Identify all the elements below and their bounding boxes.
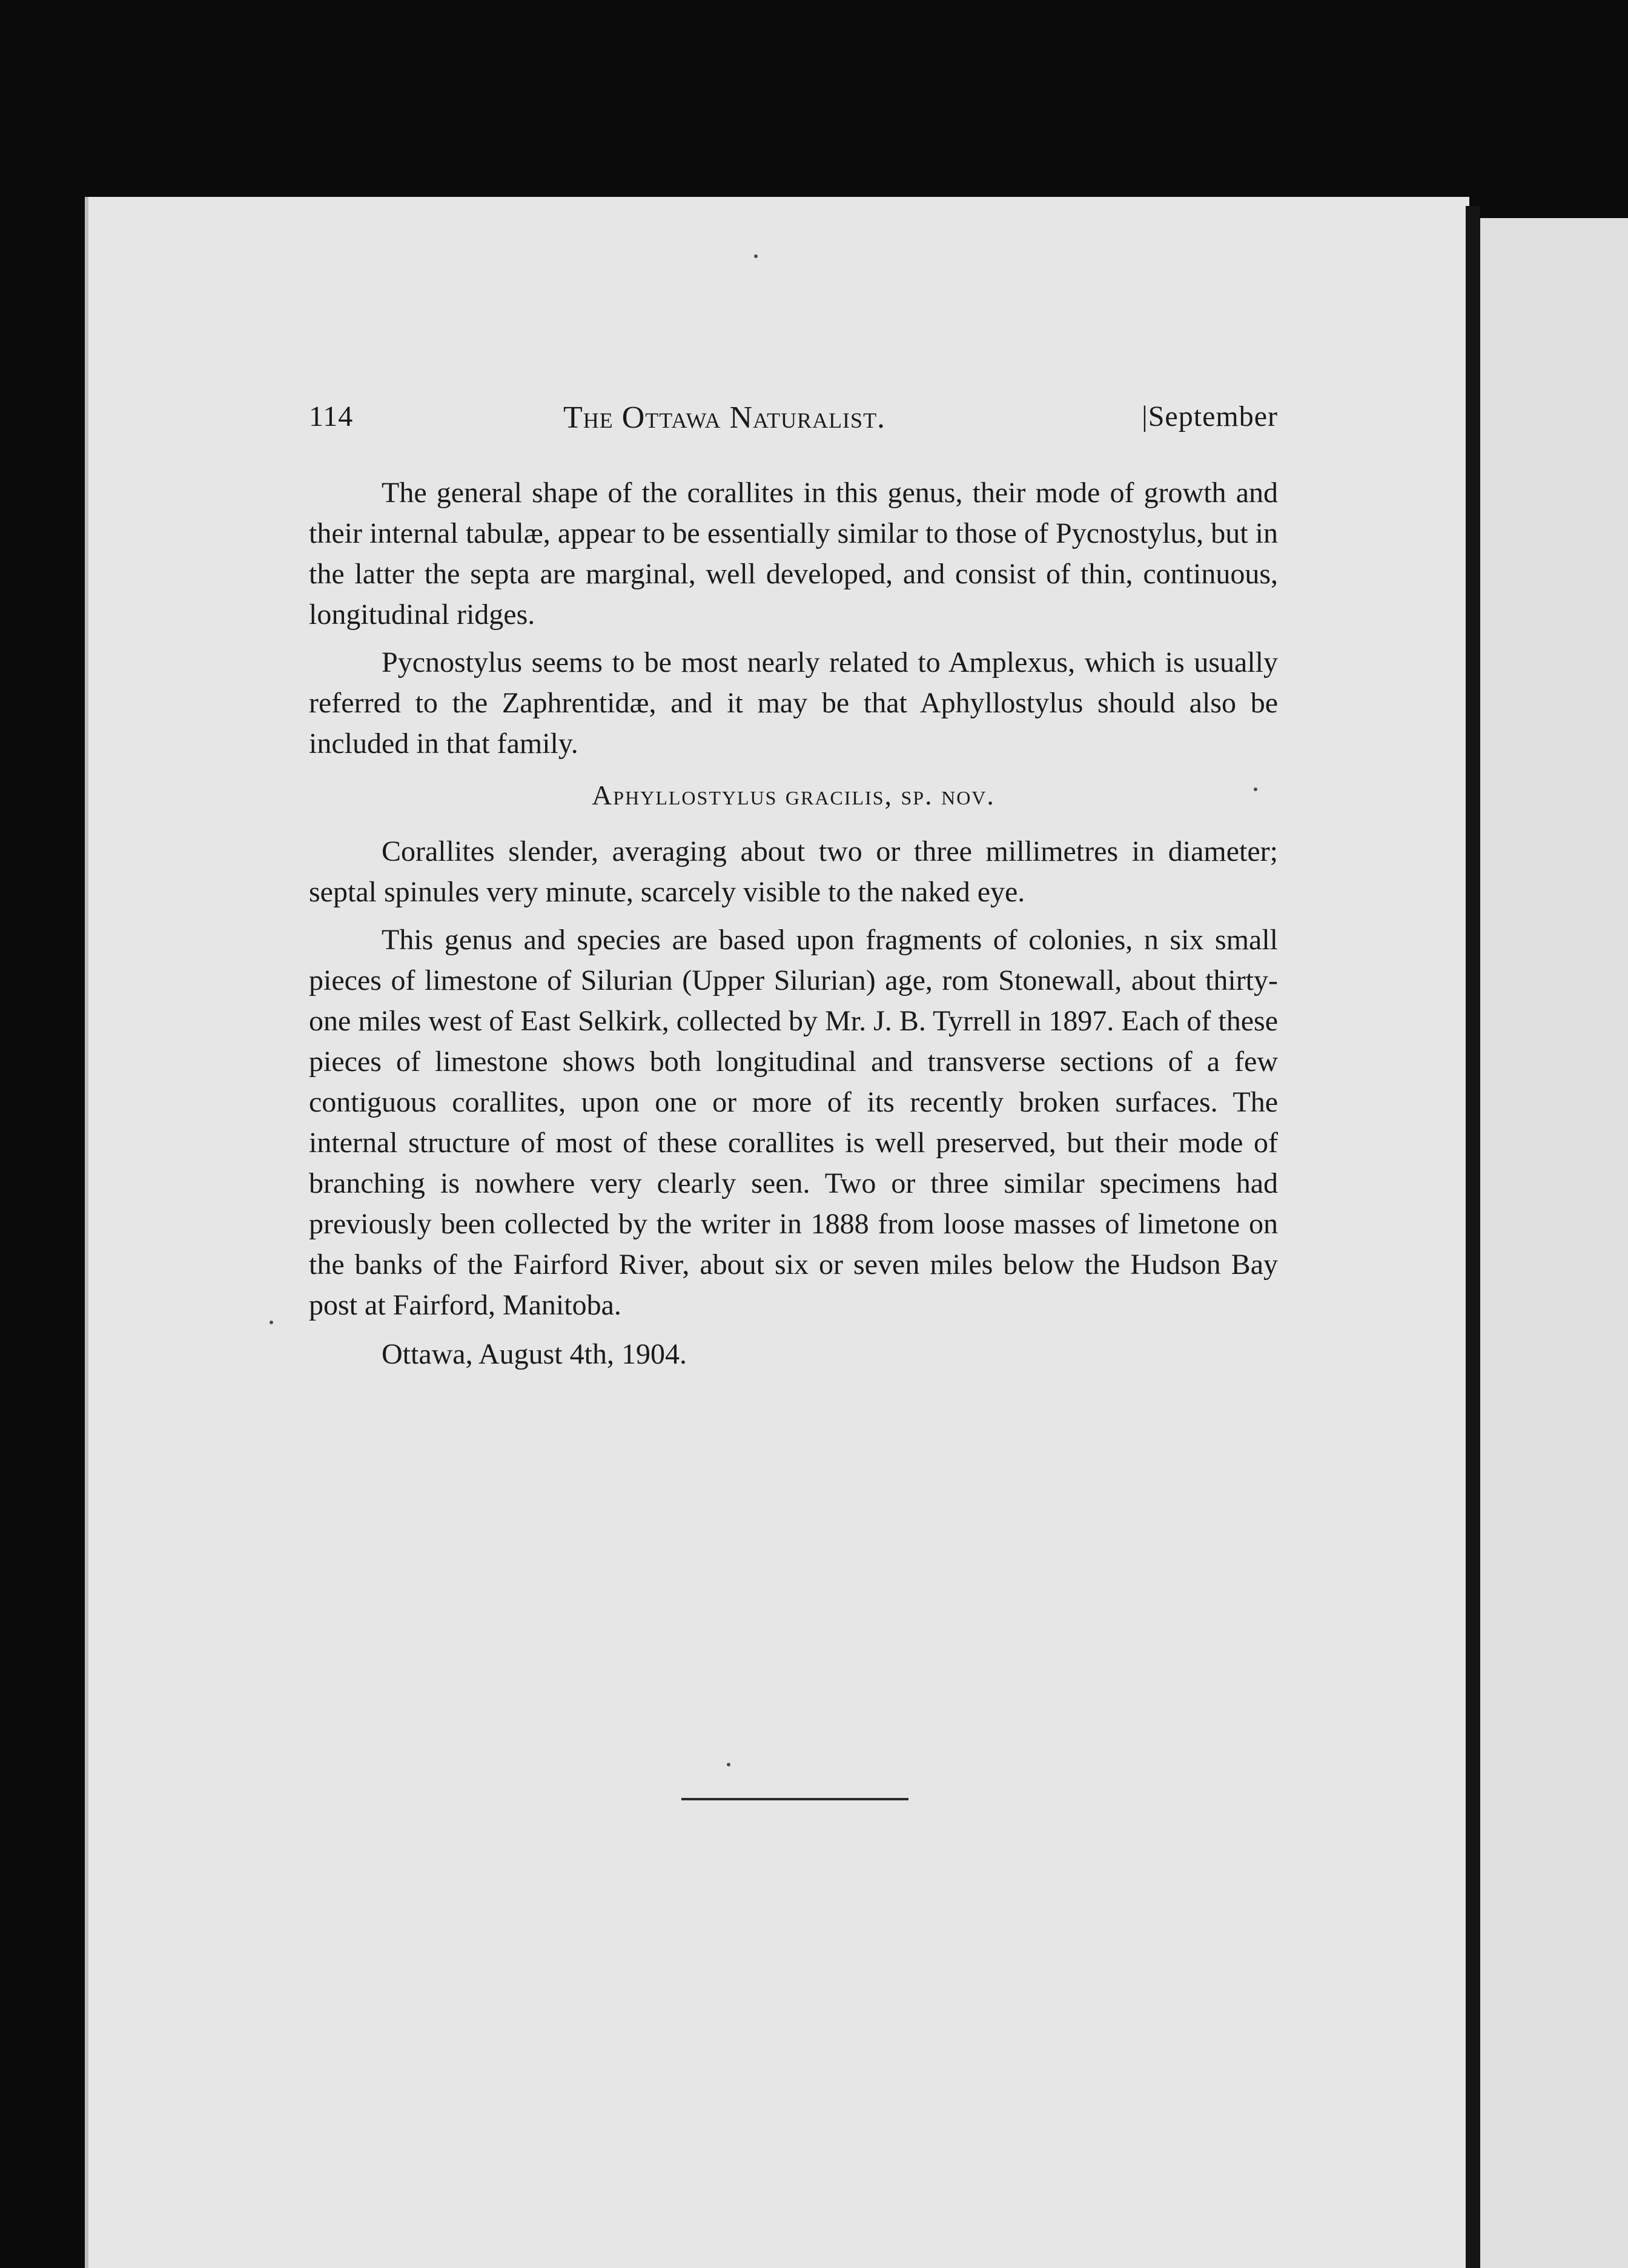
paragraph-material: This genus and species are based upon fragments of colonies, n six small pieces of limestone of Silurian (Upper Silurian) age, rom Stonewall, about thirty-one miles west of East Selkirk, collected by Mr. J. B. Tyrrell in 1897. Each of these pieces of limestone shows both longitudinal and transverse sections of a few contiguous corallites, upon one or more of its recently broken surfaces. The internal structure of most of these corallites is well preserved, but their mode of branching is nowhere very clearly seen. Two or three similar specimens had previously been collected by the writer in 1888 from loose masses of limetone on the banks of the Fairford River, about six or seven miles below the Hudson Bay post at Fairford, Manitoba. <box>309 924 1278 1321</box>
dust-speck <box>270 1321 273 1324</box>
book-spine <box>1466 206 1480 2268</box>
dust-speck <box>754 254 758 258</box>
page-header <box>309 400 1278 448</box>
page-number: 114 <box>309 400 354 433</box>
end-rule <box>681 1798 908 1800</box>
dust-speck <box>1254 788 1257 791</box>
paragraph-genus-comparison: The general shape of the corallites in this genus, their mode of growth and their internal tabulæ, appear to be essentially similar to those of Pycnostylus, but in the latter the septa are marginal, well developed, and consist of thin, continuous, longitudinal ridges. <box>309 477 1278 631</box>
signoff-date: Ottawa, August 4th, 1904. <box>382 1338 687 1370</box>
running-title: The Ottawa Naturalist. <box>563 400 886 435</box>
dust-speck <box>727 1763 730 1766</box>
article-body <box>309 472 1278 1374</box>
paragraph-diagnosis: Corallites slender, averaging about two or three millimetres in diameter; septal spinules very minute, scarcely visible to the naked eye. <box>309 835 1278 908</box>
paragraph-relationship: Pycnostylus seems to be most nearly related to Amplexus, which is usually referred to the Zaphrentidæ, and it may be that Aphyllostylus should also be included in that family. <box>309 646 1278 760</box>
species-heading: Aphyllostylus gracilis, sp. nov. <box>592 780 995 811</box>
right-page-edge <box>1480 218 1628 2268</box>
issue-month: |September <box>1142 400 1278 433</box>
